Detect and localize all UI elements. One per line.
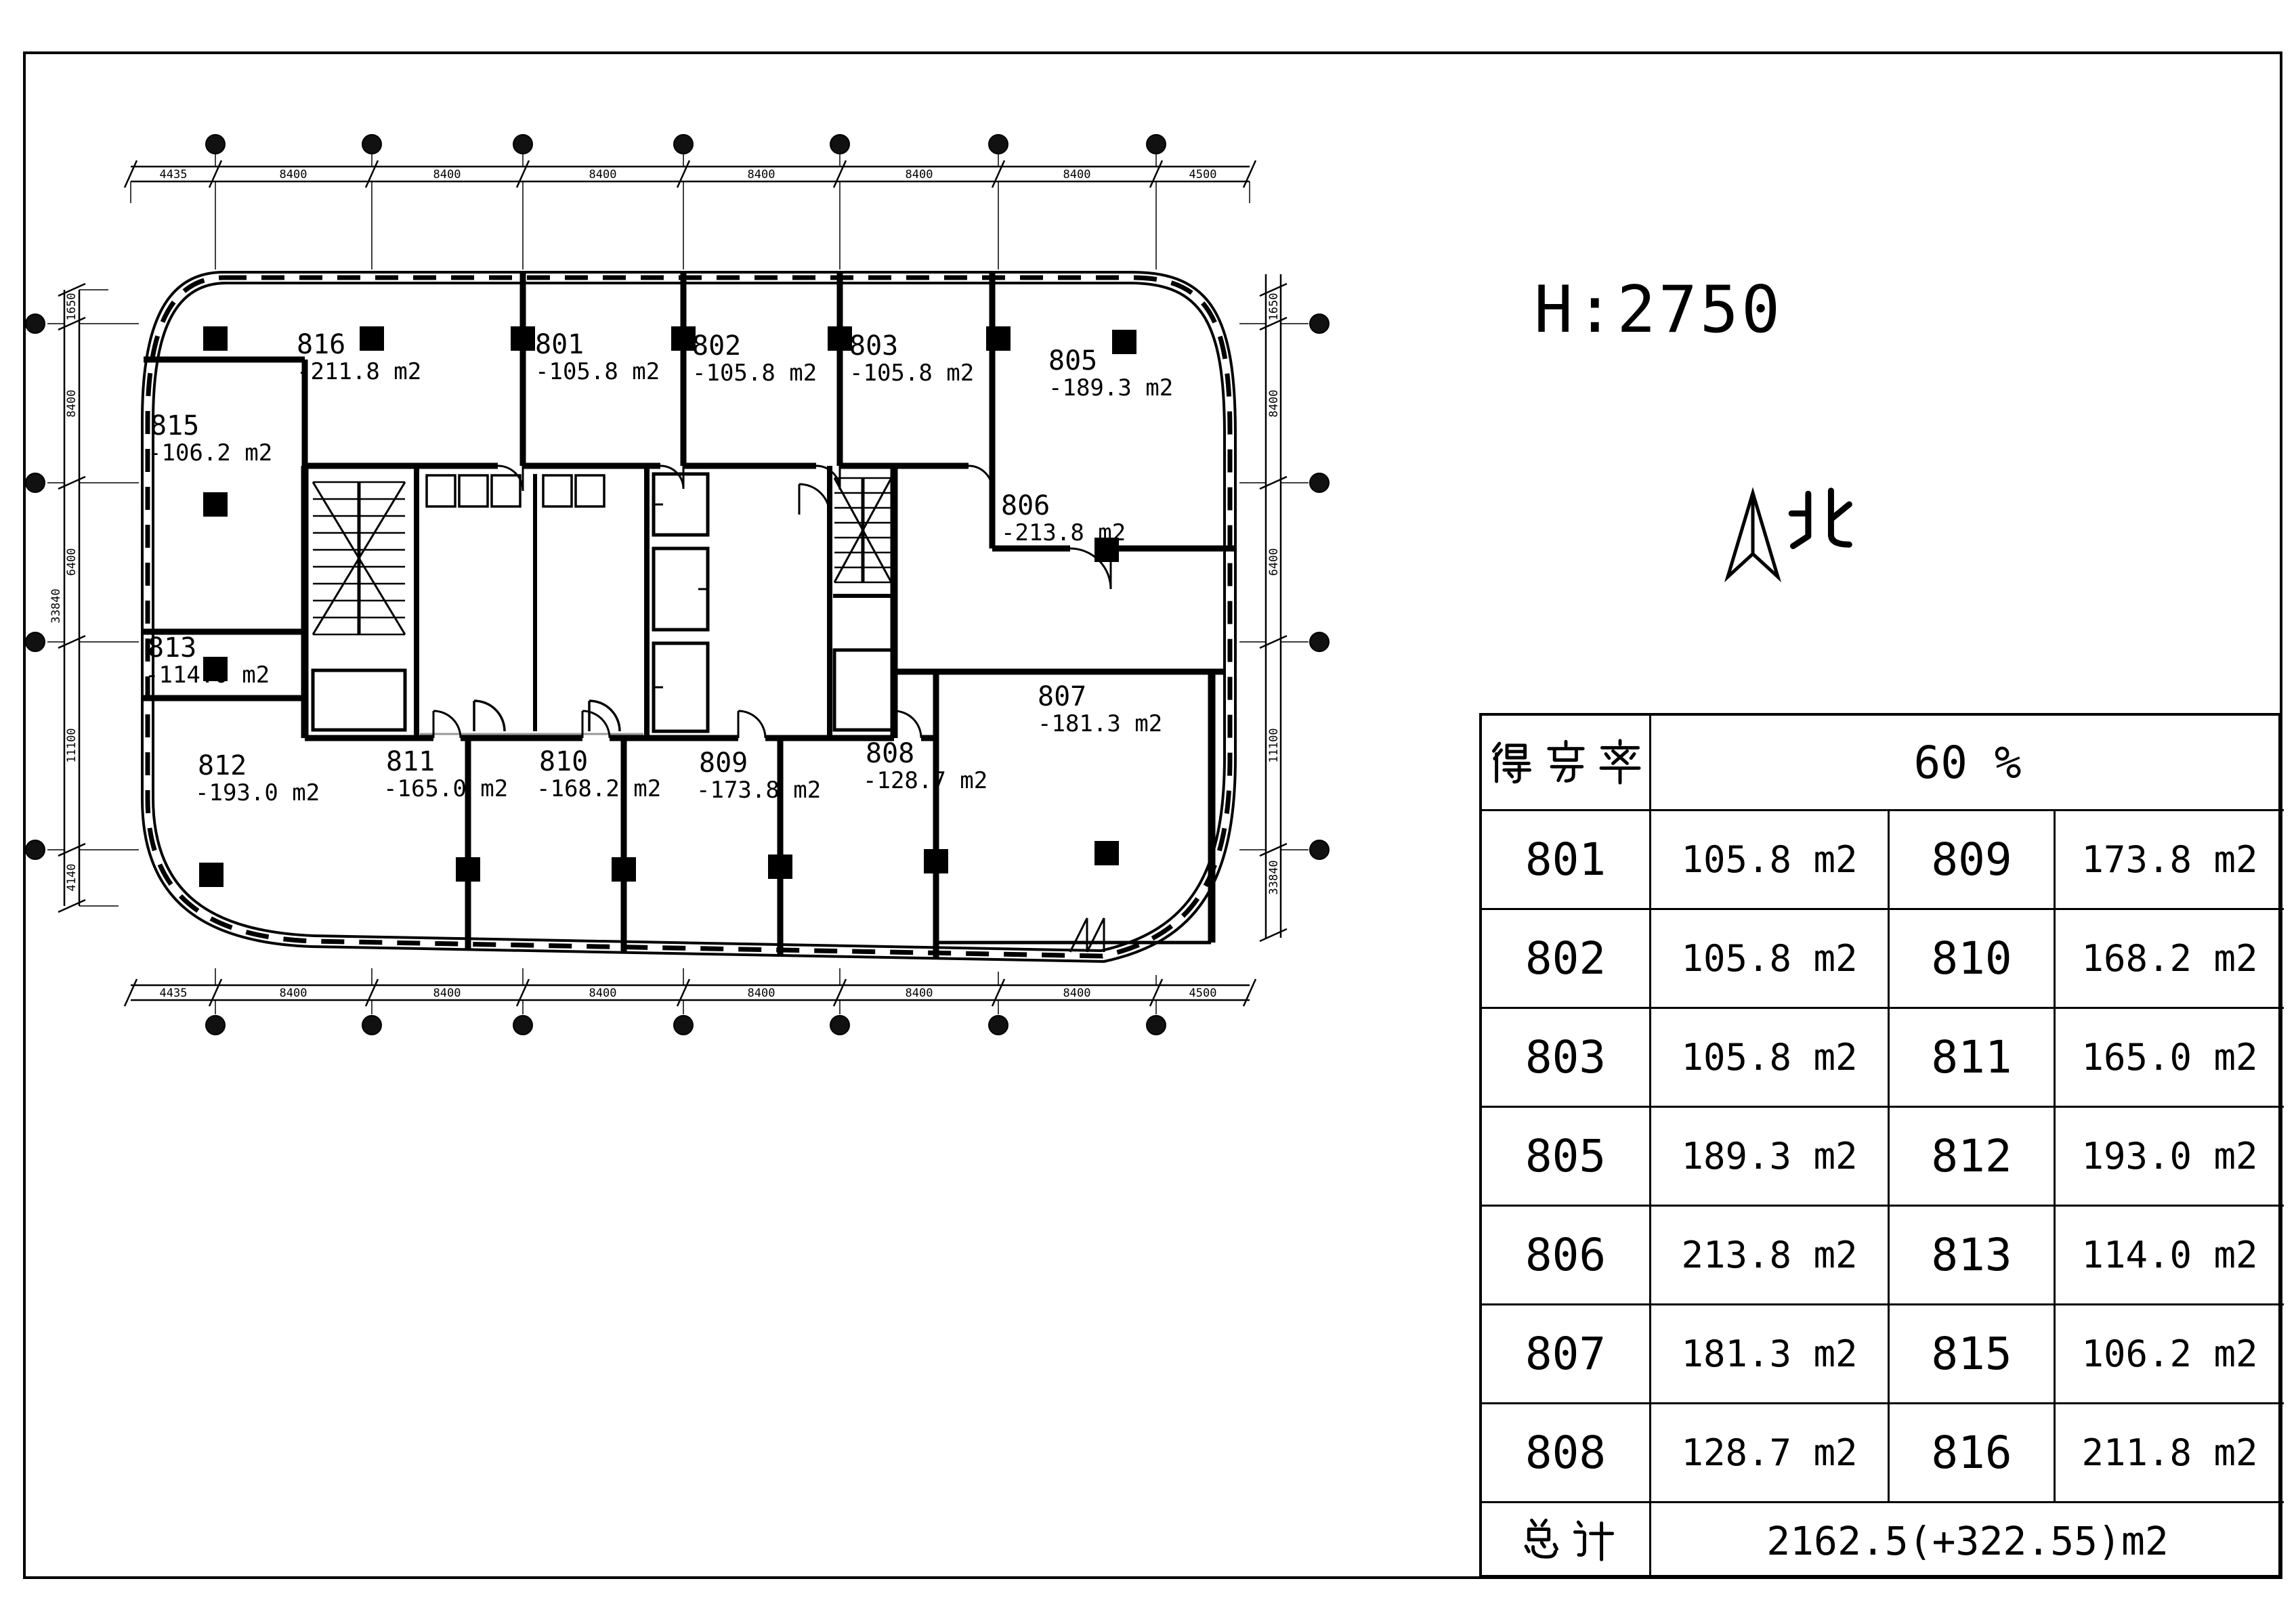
unit-cell: 811 bbox=[1888, 1007, 2054, 1106]
unit-cell: 815 bbox=[1888, 1303, 2054, 1402]
room-815-area: -106.2 m2 bbox=[148, 439, 273, 467]
room-812-area: -193.0 m2 bbox=[195, 779, 320, 806]
unit-cell: 803 bbox=[1482, 1007, 1649, 1106]
char-fang bbox=[1542, 739, 1590, 786]
area-cell: 181.3 m2 bbox=[1649, 1303, 1888, 1402]
room-805-area: -189.3 m2 bbox=[1048, 374, 1174, 402]
north-char-icon bbox=[1791, 491, 1849, 546]
unit-cell: 801 bbox=[1482, 809, 1649, 908]
svg-text:6400: 6400 bbox=[65, 548, 79, 576]
grid-bubbles-right bbox=[1310, 314, 1329, 859]
dimension-left bbox=[26, 284, 139, 912]
room-811-area: -165.0 m2 bbox=[383, 775, 509, 802]
area-cell: 128.7 m2 bbox=[1649, 1402, 1888, 1501]
room-813-id: 813 bbox=[148, 632, 197, 664]
column-markers bbox=[199, 326, 1136, 887]
room-803-id: 803 bbox=[849, 330, 899, 362]
room-801-area: -105.8 m2 bbox=[535, 358, 660, 385]
svg-text:8400: 8400 bbox=[433, 987, 461, 1000]
area-cell: 213.8 m2 bbox=[1649, 1205, 1888, 1303]
unit-cell: 813 bbox=[1888, 1205, 2054, 1303]
room-816-area: -211.8 m2 bbox=[297, 358, 422, 385]
svg-text:8400: 8400 bbox=[589, 987, 617, 1000]
dimension-top-labels bbox=[160, 168, 1217, 181]
svg-text:8400: 8400 bbox=[747, 168, 775, 181]
area-cell: 105.8 m2 bbox=[1649, 809, 1888, 908]
dimension-bottom-labels bbox=[160, 987, 1217, 1000]
svg-text:33840: 33840 bbox=[49, 588, 63, 624]
svg-text:11100: 11100 bbox=[65, 728, 79, 763]
char-ji bbox=[1569, 1517, 1617, 1565]
char-zong bbox=[1515, 1517, 1562, 1565]
room-810-id: 810 bbox=[539, 746, 589, 777]
area-cell: 211.8 m2 bbox=[2054, 1402, 2284, 1501]
unit-cell: 805 bbox=[1482, 1106, 1649, 1205]
char-lv bbox=[1596, 739, 1644, 786]
dimension-right bbox=[1239, 274, 1329, 941]
room-807-area: -181.3 m2 bbox=[1038, 710, 1163, 737]
room-805-id: 805 bbox=[1048, 345, 1098, 376]
svg-text:4435: 4435 bbox=[159, 168, 188, 181]
svg-text:8400: 8400 bbox=[747, 987, 775, 1000]
height-note: H:2750 bbox=[1534, 273, 1783, 347]
svg-text:8400: 8400 bbox=[905, 987, 933, 1000]
unit-cell: 806 bbox=[1482, 1205, 1649, 1303]
area-cell: 189.3 m2 bbox=[1649, 1106, 1888, 1205]
area-cell: 168.2 m2 bbox=[2054, 908, 2284, 1007]
double-door-icon bbox=[1070, 918, 1104, 952]
room-806-area: -213.8 m2 bbox=[1001, 519, 1126, 546]
svg-text:4140: 4140 bbox=[65, 863, 79, 892]
room-810-area: -168.2 m2 bbox=[536, 775, 662, 802]
elevator-shafts bbox=[654, 474, 708, 731]
svg-text:8400: 8400 bbox=[1063, 987, 1091, 1000]
north-indicator bbox=[1728, 491, 1849, 577]
svg-text:8400: 8400 bbox=[279, 168, 307, 181]
svg-text:4435: 4435 bbox=[159, 987, 188, 1000]
unit-cell: 808 bbox=[1482, 1402, 1649, 1501]
unit-cell: 809 bbox=[1888, 809, 2054, 908]
rate-value: 60 % bbox=[1649, 716, 2284, 809]
svg-text:11100: 11100 bbox=[1267, 728, 1281, 763]
north-arrow-icon bbox=[1728, 493, 1778, 577]
grid-bubbles-top bbox=[206, 135, 1166, 154]
room-811-id: 811 bbox=[386, 746, 435, 777]
svg-text:8400: 8400 bbox=[65, 389, 79, 418]
area-cell: 114.0 m2 bbox=[2054, 1205, 2284, 1303]
total-label-cell bbox=[1482, 1501, 1649, 1579]
room-802-id: 802 bbox=[692, 330, 742, 362]
total-value: 2162.5(+322.55)m2 bbox=[1649, 1501, 2284, 1579]
area-cell: 193.0 m2 bbox=[2054, 1106, 2284, 1205]
svg-text:6400: 6400 bbox=[1267, 548, 1281, 576]
unit-cell: 812 bbox=[1888, 1106, 2054, 1205]
washroom-fixtures bbox=[427, 475, 620, 731]
room-807-id: 807 bbox=[1038, 681, 1087, 712]
stair-icon-2 bbox=[834, 478, 891, 582]
grid-bubbles-bottom bbox=[206, 1016, 1166, 1035]
svg-text:8400: 8400 bbox=[589, 168, 617, 181]
room-803-area: -105.8 m2 bbox=[849, 360, 975, 387]
char-de bbox=[1488, 739, 1535, 786]
svg-text:1650: 1650 bbox=[1267, 293, 1281, 321]
area-cell: 173.8 m2 bbox=[2054, 809, 2284, 908]
svg-text:8400: 8400 bbox=[905, 168, 933, 181]
dimension-bottom bbox=[125, 968, 1256, 1035]
room-809-area: -173.8 m2 bbox=[696, 777, 822, 804]
room-806-id: 806 bbox=[1001, 490, 1050, 521]
unit-cell: 810 bbox=[1888, 908, 2054, 1007]
svg-text:1650: 1650 bbox=[65, 293, 79, 321]
room-808-id: 808 bbox=[866, 738, 915, 769]
area-cell: 105.8 m2 bbox=[1649, 1007, 1888, 1106]
rate-label-cell bbox=[1482, 716, 1649, 809]
svg-text:8400: 8400 bbox=[1063, 168, 1091, 181]
room-809-id: 809 bbox=[699, 748, 748, 779]
room-801-id: 801 bbox=[535, 329, 584, 360]
svg-text:4500: 4500 bbox=[1189, 987, 1217, 1000]
svg-text:8400: 8400 bbox=[279, 987, 307, 1000]
dimension-right-labels bbox=[1267, 293, 1281, 895]
unit-cell: 807 bbox=[1482, 1303, 1649, 1402]
room-802-area: -105.8 m2 bbox=[692, 360, 817, 387]
unit-area-table bbox=[1479, 713, 2281, 1578]
svg-text:8400: 8400 bbox=[1267, 389, 1281, 418]
dimension-top bbox=[125, 135, 1256, 269]
service-core bbox=[313, 466, 893, 738]
svg-text:4500: 4500 bbox=[1189, 168, 1217, 181]
room-812-id: 812 bbox=[198, 750, 247, 781]
svg-text:8400: 8400 bbox=[433, 168, 461, 181]
area-cell: 106.2 m2 bbox=[2054, 1303, 2284, 1402]
area-cell: 165.0 m2 bbox=[2054, 1007, 2284, 1106]
room-813-area: -114.0 m2 bbox=[145, 662, 270, 689]
svg-text:33840: 33840 bbox=[1267, 860, 1281, 895]
room-816-id: 816 bbox=[297, 329, 346, 360]
room-808-area: -128.7 m2 bbox=[863, 767, 988, 794]
room-815-id: 815 bbox=[150, 410, 200, 441]
stair-icon bbox=[313, 482, 405, 634]
room-labels bbox=[145, 329, 1173, 806]
area-cell: 105.8 m2 bbox=[1649, 908, 1888, 1007]
grid-bubbles-left bbox=[26, 314, 45, 859]
unit-cell: 802 bbox=[1482, 908, 1649, 1007]
unit-cell: 816 bbox=[1888, 1402, 2054, 1501]
